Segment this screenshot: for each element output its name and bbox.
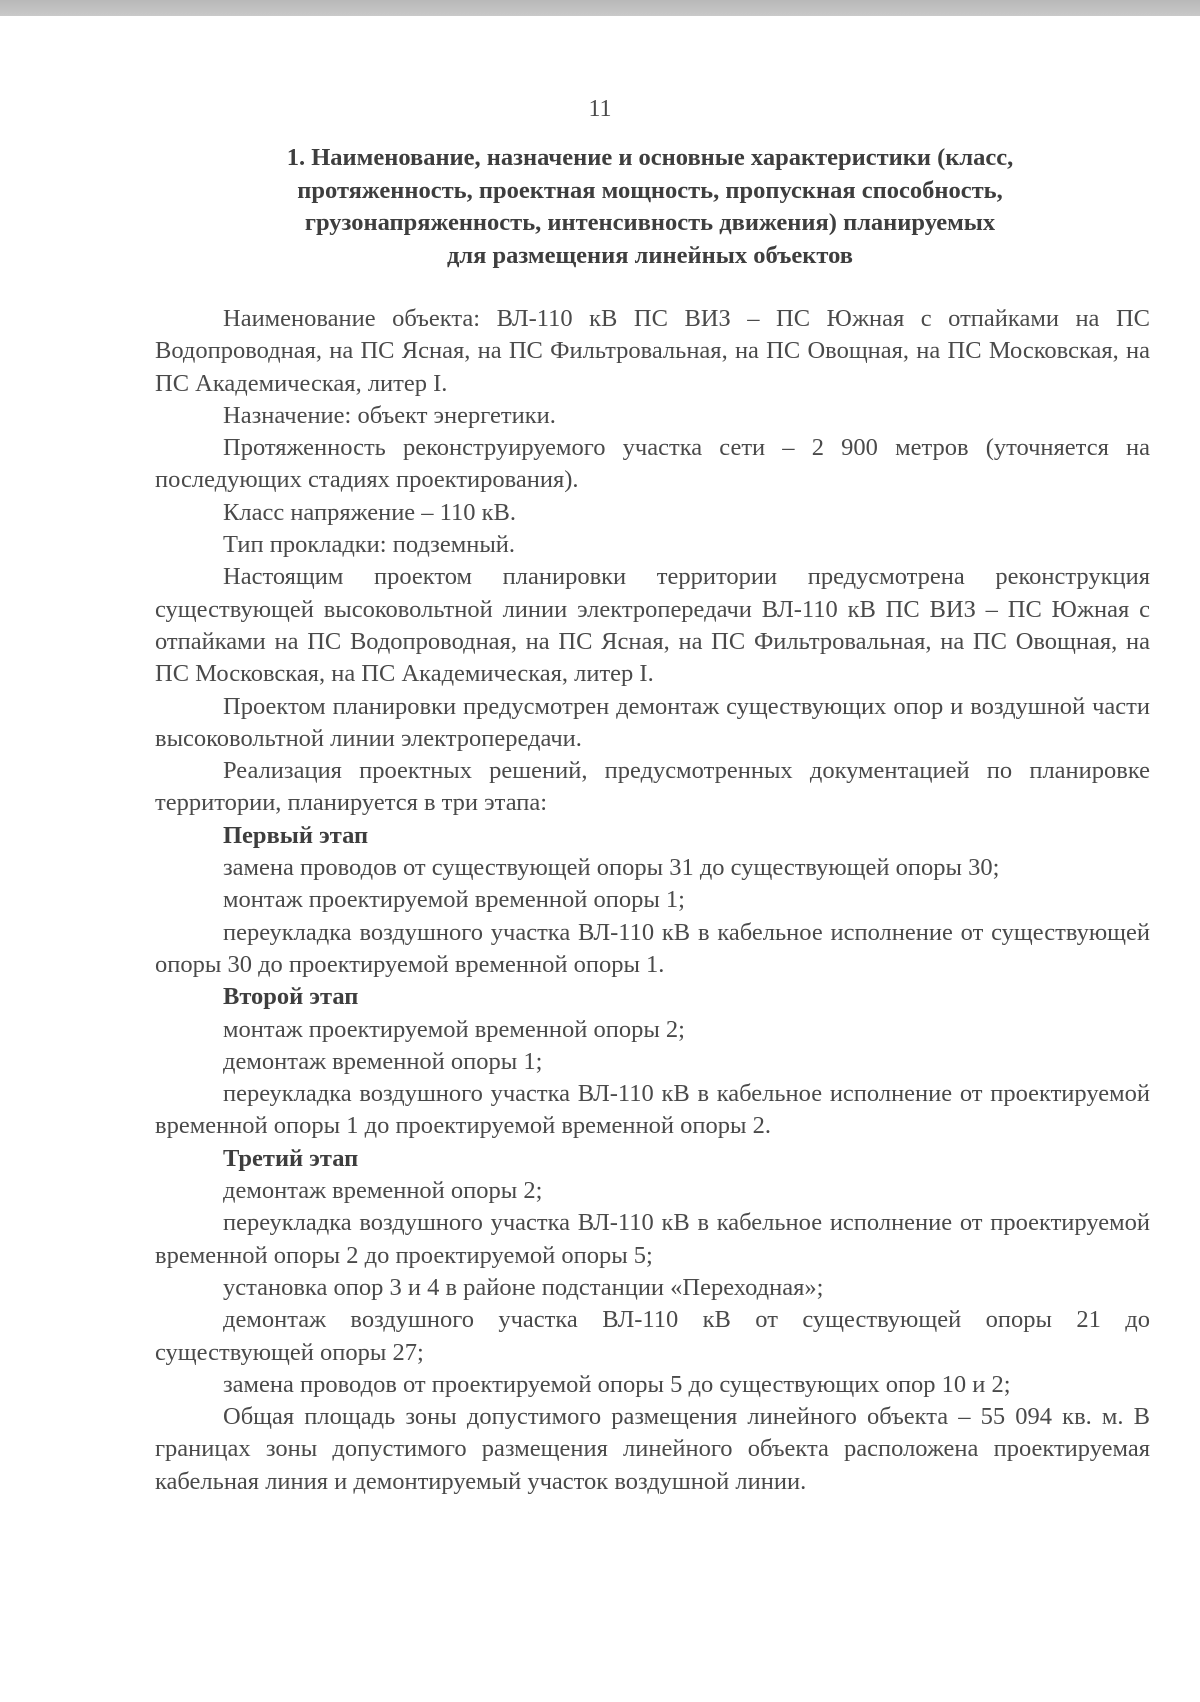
stage-item: демонтаж временной опоры 1; (223, 1047, 543, 1075)
length-paragraph: Протяженность реконструируемого участка сети – 2 900 метров (уточняется на последующих стадиях проектирования). (155, 434, 1150, 494)
heading-line: грузонапряженность, интенсивность движения) планируемых (304, 209, 996, 236)
stage-item: демонтаж временной опоры 2; (223, 1177, 543, 1205)
voltage-class-paragraph: Класс напряжение – 110 кВ. (223, 498, 517, 526)
purpose-paragraph: Назначение: объект энергетики. (223, 401, 556, 429)
stage-item: монтаж проектируемой временной опоры 1; (223, 886, 685, 914)
page-number (0, 96, 1200, 123)
stage-item: монтаж проектируемой временной опоры 2; (223, 1015, 685, 1043)
document-body (155, 303, 1150, 1498)
heading-line: протяженность, проектная мощность, пропускная способность, (297, 176, 1003, 204)
stage-title: Первый этап (223, 821, 369, 849)
stage-item: переукладка воздушного участка ВЛ-110 кВ в кабельное исполнение от проектируемой временной опоры 2 до проектируемой опоры 5; (155, 1209, 1150, 1269)
stage-item: переукладка воздушного участка ВЛ-110 кВ в кабельное исполнение от существующей опоры 30 до проектируемой временной опоры 1. (155, 918, 1150, 978)
page-number-text: 11 (588, 96, 612, 122)
stage-item: демонтаж воздушного участка ВЛ-110 кВ от существующей опоры 21 до существующей опоры 27; (155, 1306, 1150, 1366)
stage-title: Третий этап (223, 1144, 359, 1172)
heading-line: 1. Наименование, назначение и основные характеристики (класс, (286, 144, 1014, 171)
stage-item: переукладка воздушного участка ВЛ-110 кВ в кабельное исполнение от проектируемой временной опоры 1 до проектируемой временной опоры 2. (155, 1080, 1150, 1140)
stage-item: замена проводов от существующей опоры 31 до существующей опоры 30; (223, 854, 1000, 882)
stage-title: Второй этап (223, 983, 359, 1011)
laying-type-paragraph: Тип прокладки: подземный. (223, 531, 516, 559)
scan-edge-bar (0, 0, 1200, 16)
object-name-paragraph: Наименование объекта: ВЛ-110 кВ ПС ВИЗ – ПС Южная с отпайками на ПС Водопроводная, на ПС Ясная, на ПС Фильтровальная, на ПС Овощная, на ПС Московская, на ПС Академическая, литер I. (155, 305, 1150, 397)
dismantling-paragraph: Проектом планировки предусмотрен демонтаж существующих опор и воздушной части высоковольтной линии электропередачи. (155, 692, 1150, 752)
stage-item: замена проводов от проектируемой опоры 5 до существующих опор 10 и 2; (223, 1370, 1011, 1398)
reconstruction-paragraph: Настоящим проектом планировки территории предусмотрена реконструкция существующей высоковольтной линии электропередачи ВЛ-110 кВ ПС ВИЗ – ПС Южная с отпайками на ПС Водопроводная, на ПС Ясная, на ПС Фильтровальная, на ПС Овощная, на ПС Московская, на ПС Академическая, литер I. (155, 563, 1150, 688)
section-heading (200, 142, 1100, 272)
implementation-paragraph: Реализация проектных решений, предусмотренных документацией по планировке территории, планируется в три этапа: (155, 757, 1150, 817)
area-paragraph: Общая площадь зоны допустимого размещения линейного объекта – 55 094 кв. м. В границах зоны допустимого размещения линейного объекта расположена проектируемая кабельная линия и демонтируемый участок воздушной линии. (155, 1403, 1150, 1495)
heading-line: для размещения линейных объектов (447, 241, 853, 269)
stage-item: установка опор 3 и 4 в районе подстанции «Переходная»; (223, 1273, 824, 1301)
